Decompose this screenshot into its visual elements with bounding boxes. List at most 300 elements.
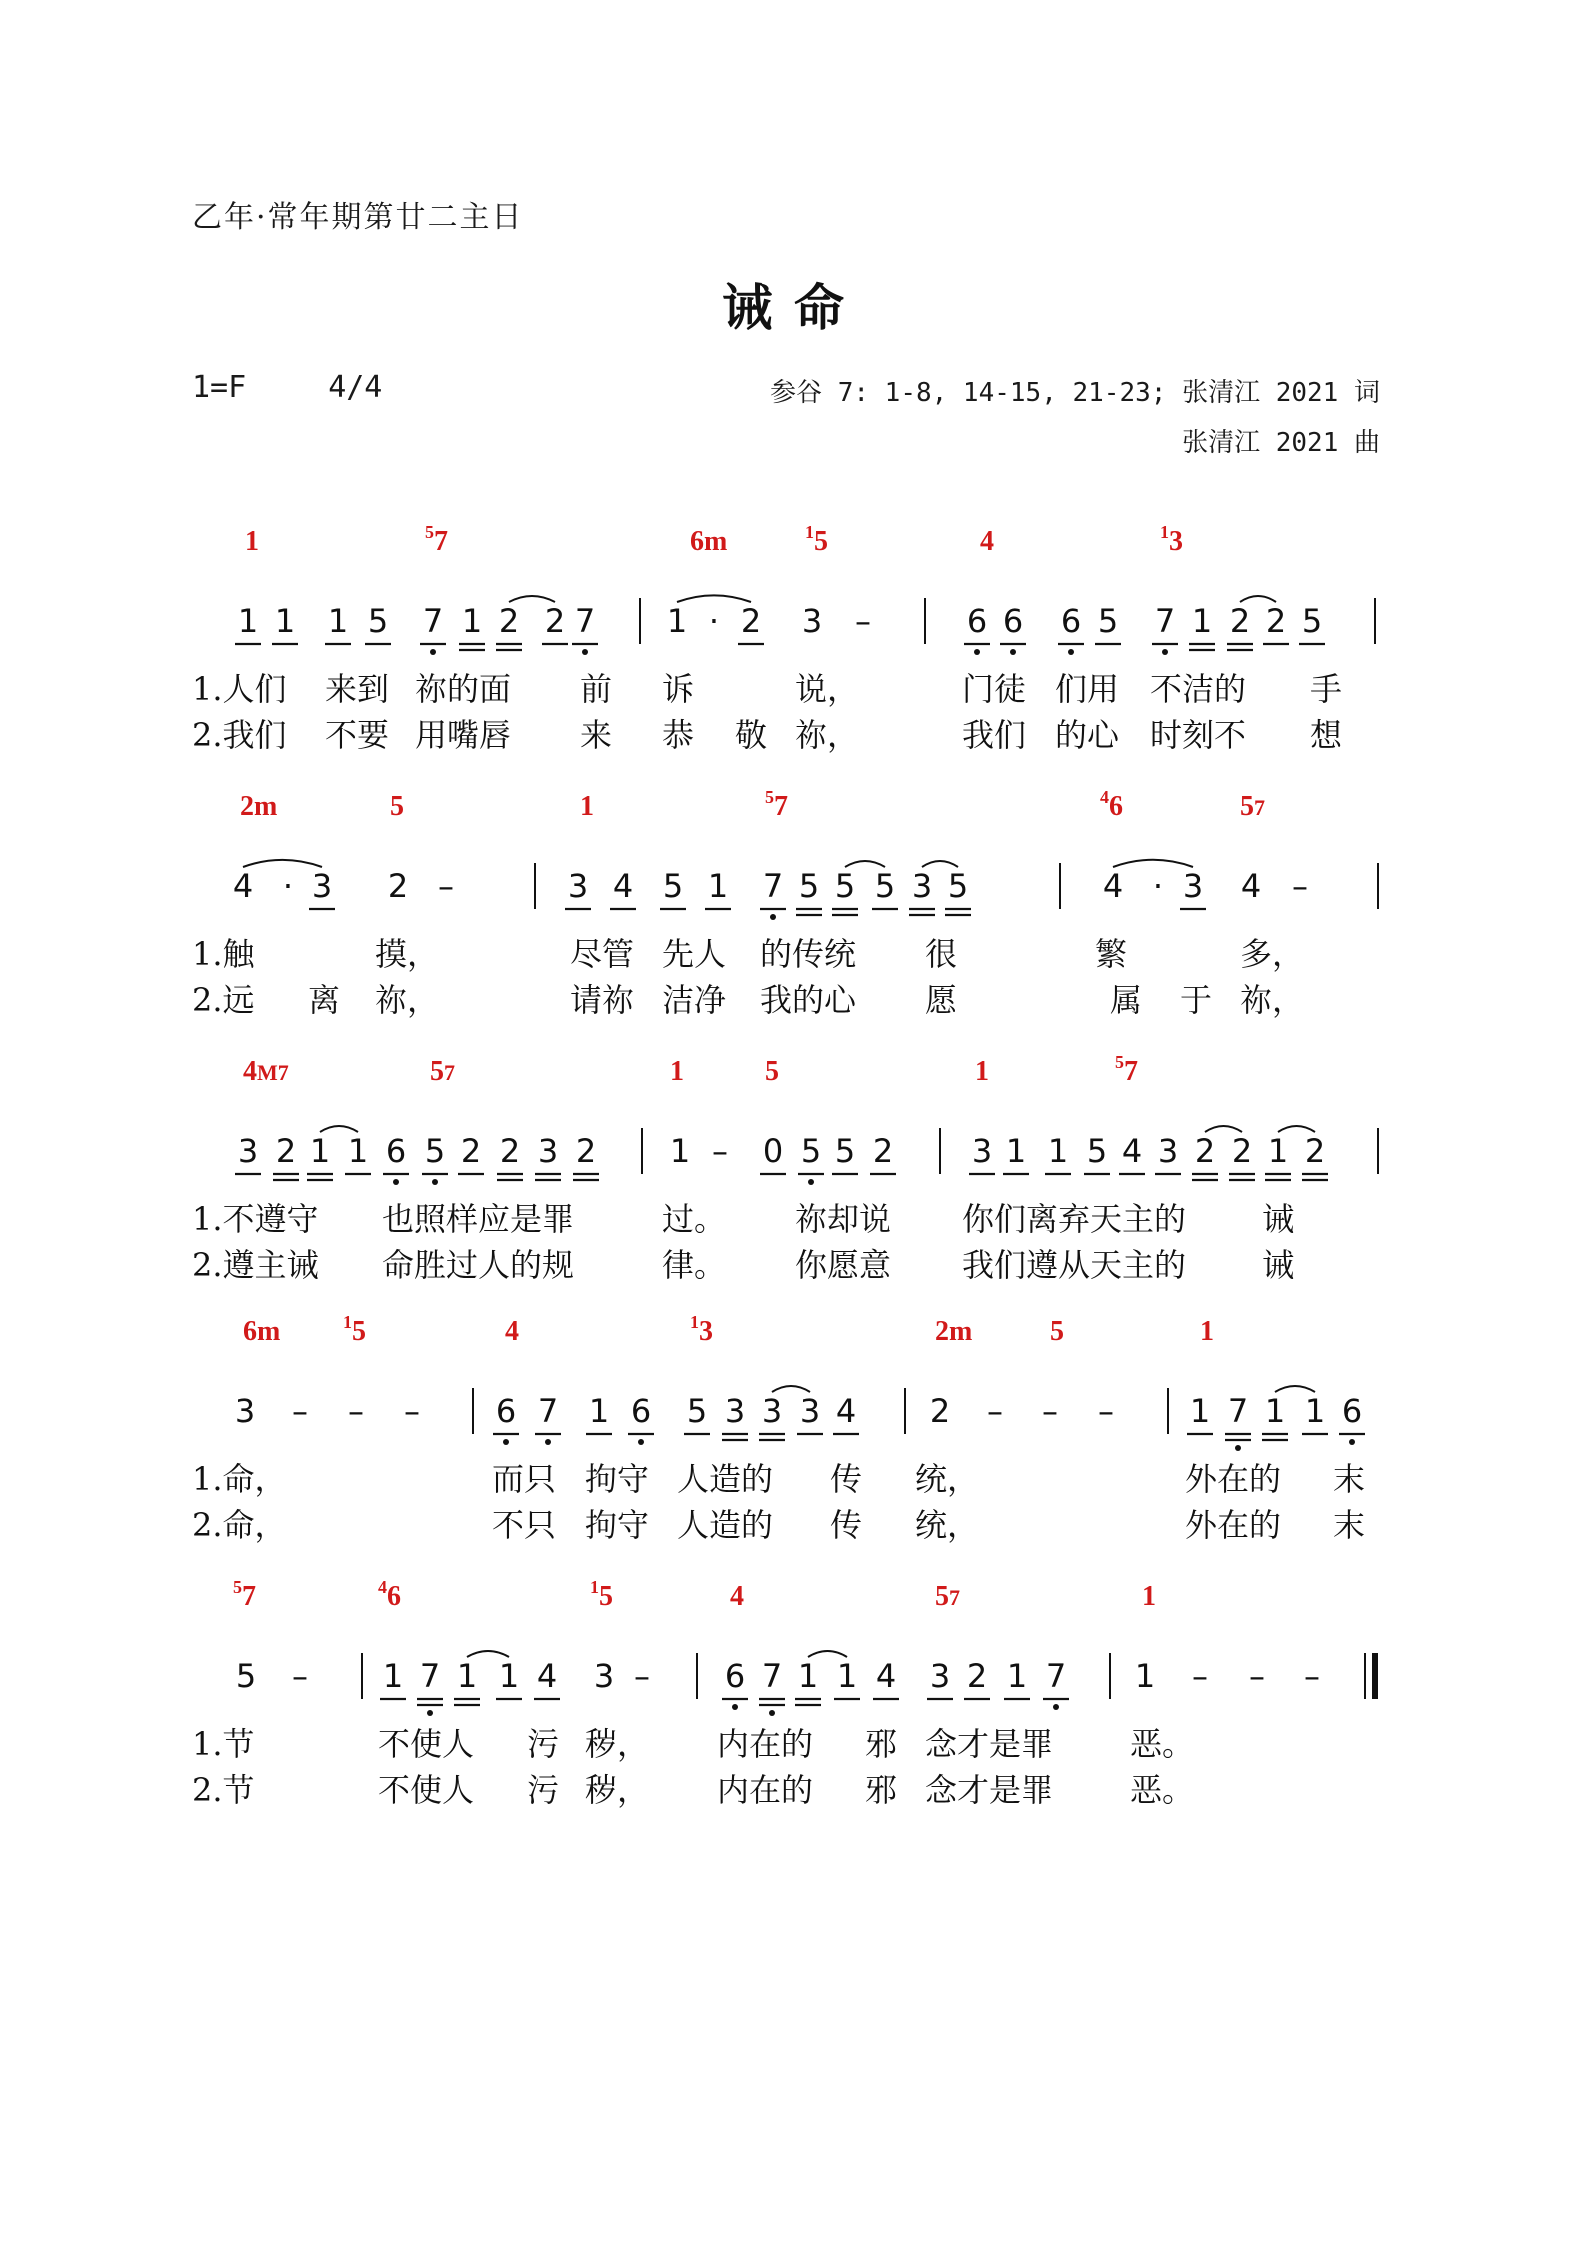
chord-inversion: 4: [378, 1577, 387, 1597]
lyric-verse-1: 祢却说: [795, 1200, 892, 1238]
chord-root: 1: [1200, 1316, 1214, 1347]
lyric-verse-2: 污: [527, 1771, 560, 1809]
jianpu-note: 5: [834, 1132, 856, 1170]
final-barline-thick: [1372, 1653, 1378, 1699]
lyric-verse-1: 很: [925, 935, 958, 973]
jianpu-note: 2: [544, 602, 566, 640]
chord-symbol: [765, 787, 788, 822]
lyric-verse-2: 你愿意: [795, 1246, 892, 1284]
lyric-verse-1: 内在的: [717, 1725, 814, 1763]
lyric-verse-2: 我们: [962, 716, 1027, 754]
jianpu-note: ·: [1152, 867, 1164, 905]
lyric-verse-1: 外在的: [1185, 1460, 1282, 1498]
chord-inversion: 5: [765, 787, 774, 807]
lyric-verse-2: 末: [1333, 1506, 1366, 1544]
chord-root: 1: [1142, 1581, 1156, 1612]
jianpu-note: 1: [797, 1657, 819, 1695]
low-octave-dot: [974, 649, 980, 655]
lyric-verse-2: 命胜过人的规: [382, 1246, 575, 1284]
jianpu-note: 5: [834, 867, 856, 905]
jianpu-note: 6: [966, 602, 988, 640]
jianpu-note: 2: [499, 1132, 521, 1170]
lyric-verse-2: 2.遵主诫: [192, 1246, 319, 1284]
jianpu-note: 3: [1157, 1132, 1179, 1170]
chord-quality: 7: [444, 1060, 455, 1085]
chord-root: 2: [240, 791, 254, 822]
low-octave-dot: [432, 1179, 438, 1185]
jianpu-note: 1: [274, 602, 296, 640]
lyric-verse-1: 不使人: [378, 1725, 475, 1763]
jianpu-note: 5: [800, 1132, 822, 1170]
jianpu-note: 2: [1231, 1132, 1253, 1170]
tie-arc: [677, 595, 751, 602]
jianpu-note: 3: [1182, 867, 1204, 905]
lyric-verse-1: 秽，: [585, 1725, 650, 1763]
chord-root: 6: [690, 526, 704, 557]
lyrics-credit: 参谷 7: 1-8, 14-15, 21-23; 张清江 2021 词: [770, 378, 1380, 408]
jianpu-note: 5: [1086, 1132, 1108, 1170]
lyric-verse-1: 1.节: [192, 1725, 255, 1763]
jianpu-note: 1: [707, 867, 729, 905]
lyric-verse-2: 不使人: [378, 1771, 475, 1809]
lyric-verse-1: 诉: [662, 670, 695, 708]
music-credit: 张清江 2021 曲: [1182, 428, 1380, 458]
lyric-verse-1: 1.人们: [192, 670, 287, 708]
jianpu-note: ·: [708, 602, 720, 640]
lyric-verse-2: 请祢: [570, 981, 635, 1019]
low-octave-dot: [503, 1439, 509, 1445]
chord-root: 7: [1124, 1056, 1138, 1087]
lyric-verse-2: 来: [580, 716, 613, 754]
jianpu-note: 1: [1189, 1392, 1211, 1430]
chord-root: 1: [670, 1056, 684, 1087]
lyric-verse-2: 属: [1110, 981, 1143, 1019]
jianpu-note: 7: [1154, 602, 1176, 640]
jianpu-note: 2: [1265, 602, 1287, 640]
lyric-verse-1: 说，: [795, 670, 860, 708]
jianpu-note: 3: [911, 867, 933, 905]
lyric-verse-2: 2.命，: [192, 1506, 287, 1544]
low-octave-dot: [770, 914, 776, 920]
chord-symbol: [1240, 791, 1265, 822]
lyric-verse-2: 拘守: [585, 1506, 650, 1544]
jianpu-note: 2: [387, 867, 409, 905]
chord-inversion: 1: [690, 1312, 699, 1332]
jianpu-note: –: [1292, 867, 1308, 905]
lyric-verse-2: 时刻不: [1150, 716, 1247, 754]
lyric-verse-2: 用嘴唇: [415, 716, 512, 754]
lyric-verse-1: 念才是罪: [925, 1725, 1054, 1763]
jianpu-note: 2: [1194, 1132, 1216, 1170]
lyric-verse-1: 不洁的: [1150, 670, 1247, 708]
lyric-verse-2: 念才是罪: [925, 1771, 1054, 1809]
jianpu-note: 5: [367, 602, 389, 640]
lyric-verse-2: 传: [830, 1506, 863, 1544]
lyric-verse-1: 末: [1333, 1460, 1366, 1498]
jianpu-note: 5: [686, 1392, 708, 1430]
jianpu-note: –: [1304, 1657, 1320, 1695]
chord-root: 4: [505, 1316, 519, 1347]
jianpu-note: 1: [347, 1132, 369, 1170]
jianpu-note: 3: [593, 1657, 615, 1695]
low-octave-dot: [1068, 649, 1074, 655]
jianpu-note: 7: [1227, 1392, 1249, 1430]
chord-root: 6: [387, 1581, 401, 1612]
key-signature: 1=F: [192, 370, 247, 405]
chord-root: 5: [814, 526, 828, 557]
jianpu-note: 3: [801, 602, 823, 640]
chord-root: 5: [599, 1581, 613, 1612]
low-octave-dot: [430, 649, 436, 655]
chord-symbol: [935, 1316, 972, 1347]
jianpu-note: 1: [237, 602, 259, 640]
jianpu-note: 1: [1304, 1392, 1326, 1430]
chord-quality: m: [949, 1316, 973, 1347]
low-octave-dot: [1053, 1704, 1059, 1710]
lyric-verse-1: 恶。: [1130, 1725, 1195, 1763]
lyric-verse-1: 1.命，: [192, 1460, 287, 1498]
chord-root: 2: [935, 1316, 949, 1347]
jianpu-note: –: [438, 867, 454, 905]
chord-root: 6: [243, 1316, 257, 1347]
lyric-verse-1: 邪: [865, 1725, 898, 1763]
chord-symbol: [233, 1577, 256, 1612]
lyric-verse-1: 来到: [325, 670, 390, 708]
chord-symbol: [975, 1056, 989, 1087]
jianpu-note: 1: [1005, 1132, 1027, 1170]
jianpu-note: 1: [588, 1392, 610, 1430]
chord-symbol: [805, 522, 828, 557]
jianpu-note: 1: [1134, 1657, 1156, 1695]
jianpu-note: ·: [282, 867, 294, 905]
lyric-verse-1: 人造的: [677, 1460, 774, 1498]
lyric-verse-1: 拘守: [585, 1460, 650, 1498]
tie-arc: [1113, 860, 1193, 867]
chord-symbol: [1050, 1316, 1064, 1347]
lyric-verse-1: 传: [830, 1460, 863, 1498]
tie-arc: [243, 860, 322, 867]
jianpu-note: 1: [666, 602, 688, 640]
chord-root: 1: [245, 526, 259, 557]
lyric-verse-1: 门徒: [962, 670, 1027, 708]
lyric-verse-2: 2.远: [192, 981, 255, 1019]
chord-symbol: [1160, 522, 1183, 557]
lyric-verse-1: 祢的面: [415, 670, 512, 708]
chord-root: 1: [580, 791, 594, 822]
chord-root: 4: [730, 1581, 744, 1612]
chord-symbol: [378, 1577, 401, 1612]
chord-root: 7: [774, 791, 788, 822]
jianpu-note: 0: [762, 1132, 784, 1170]
jianpu-note: 6: [724, 1657, 746, 1695]
jianpu-note: 3: [971, 1132, 993, 1170]
low-octave-dot: [393, 1179, 399, 1185]
chord-inversion: 1: [1160, 522, 1169, 542]
jianpu-note: 7: [762, 867, 784, 905]
chord-quality: 7: [949, 1585, 960, 1610]
jianpu-note: 1: [836, 1657, 858, 1695]
chord-symbol: [243, 1056, 289, 1087]
lyric-verse-1: 1.触: [192, 935, 255, 973]
chord-root: 5: [430, 1056, 444, 1087]
lyric-verse-2: 律。: [662, 1246, 727, 1284]
jianpu-note: 3: [761, 1392, 783, 1430]
lyric-verse-2: 恶。: [1130, 1771, 1195, 1809]
jianpu-note: 6: [385, 1132, 407, 1170]
lyric-verse-1: 的传统: [760, 935, 857, 973]
lyric-verse-2: 不只: [492, 1506, 557, 1544]
chord-inversion: 5: [425, 522, 434, 542]
low-octave-dot: [769, 1710, 775, 1716]
jianpu-note: 1: [1267, 1132, 1289, 1170]
lyric-verse-2: 祢，: [795, 716, 860, 754]
jianpu-note: 1: [669, 1132, 691, 1170]
jianpu-note: 3: [567, 867, 589, 905]
lyric-verse-1: 尽管: [570, 935, 635, 973]
jianpu-note: 1: [1191, 602, 1213, 640]
lyric-verse-2: 洁净: [662, 981, 727, 1019]
jianpu-note: –: [1042, 1392, 1058, 1430]
lyric-verse-1: 你们离弃天主的: [962, 1200, 1187, 1238]
lyric-verse-2: 的心: [1055, 716, 1120, 754]
lyric-verse-2: 祢，: [1240, 981, 1305, 1019]
low-octave-dot: [545, 1439, 551, 1445]
lyric-verse-1: 而只: [492, 1460, 557, 1498]
lyric-verse-1: 摸，: [375, 935, 440, 973]
jianpu-note: 5: [424, 1132, 446, 1170]
jianpu-note: 1: [382, 1657, 404, 1695]
chord-symbol: [390, 791, 404, 822]
jianpu-note: –: [855, 602, 871, 640]
chord-symbol: [1115, 1052, 1138, 1087]
chord-symbol: [505, 1316, 519, 1347]
jianpu-note: 6: [630, 1392, 652, 1430]
chord-root: 5: [390, 791, 404, 822]
low-octave-dot: [1349, 1439, 1355, 1445]
jianpu-note: 3: [537, 1132, 559, 1170]
lyric-verse-2: 2.节: [192, 1771, 255, 1809]
lyric-verse-2: 邪: [865, 1771, 898, 1809]
jianpu-note: 5: [1097, 602, 1119, 640]
jianpu-note: 4: [835, 1392, 857, 1430]
chord-inversion: 5: [233, 1577, 242, 1597]
jianpu-note: 5: [798, 867, 820, 905]
jianpu-note: 6: [1060, 602, 1082, 640]
jianpu-note: 5: [1301, 602, 1323, 640]
chord-symbol: [240, 791, 277, 822]
lyric-verse-1: 1.不遵守: [192, 1200, 319, 1238]
jianpu-note: 1: [498, 1657, 520, 1695]
jianpu-note: 2: [740, 602, 762, 640]
jianpu-note: 4: [875, 1657, 897, 1695]
chord-symbol: [580, 791, 594, 822]
chord-symbol: [245, 526, 259, 557]
low-octave-dot: [732, 1704, 738, 1710]
lyric-verse-1: 手: [1310, 670, 1343, 708]
lyric-verse-2: 离: [308, 981, 341, 1019]
jianpu-note: –: [987, 1392, 1003, 1430]
chord-inversion: 4: [1100, 787, 1109, 807]
lyric-verse-2: 于: [1180, 981, 1213, 1019]
chord-symbol: [690, 1312, 713, 1347]
jianpu-note: 2: [460, 1132, 482, 1170]
jianpu-note: –: [348, 1392, 364, 1430]
lyric-verse-1: 污: [527, 1725, 560, 1763]
chord-quality: M7: [257, 1060, 289, 1085]
jianpu-note: 7: [761, 1657, 783, 1695]
lyric-verse-2: 不要: [325, 716, 390, 754]
jianpu-note: 4: [612, 867, 634, 905]
lyric-verse-2: 想: [1310, 716, 1343, 754]
lyric-verse-2: 祢，: [375, 981, 440, 1019]
low-octave-dot: [1162, 649, 1168, 655]
jianpu-note: 7: [419, 1657, 441, 1695]
lyric-verse-2: 2.我们: [192, 716, 287, 754]
jianpu-note: –: [404, 1392, 420, 1430]
chord-symbol: [343, 1312, 366, 1347]
jianpu-note: 2: [1229, 602, 1251, 640]
chord-root: 3: [699, 1316, 713, 1347]
chord-quality: m: [254, 791, 278, 822]
chord-root: 5: [352, 1316, 366, 1347]
chord-symbol: [1100, 787, 1123, 822]
jianpu-note: 5: [662, 867, 684, 905]
jianpu-note: 4: [1102, 867, 1124, 905]
chord-root: 7: [242, 1581, 256, 1612]
chord-root: 5: [935, 1581, 949, 1612]
lyric-verse-2: 敬: [735, 716, 768, 754]
low-octave-dot: [1235, 1445, 1241, 1451]
jianpu-note: 3: [929, 1657, 951, 1695]
lyric-verse-1: 先人: [662, 935, 727, 973]
jianpu-note: 4: [232, 867, 254, 905]
chord-symbol: [425, 522, 448, 557]
chord-inversion: 1: [590, 1577, 599, 1597]
jianpu-note: 1: [1006, 1657, 1028, 1695]
chord-symbol: [765, 1056, 779, 1087]
jianpu-note: 2: [575, 1132, 597, 1170]
low-octave-dot: [582, 649, 588, 655]
jianpu-note: 6: [1341, 1392, 1363, 1430]
jianpu-note: 6: [1002, 602, 1024, 640]
jianpu-note: 2: [275, 1132, 297, 1170]
chord-root: 4: [980, 526, 994, 557]
lyric-verse-1: 繁: [1095, 935, 1128, 973]
lyric-verse-2: 外在的: [1185, 1506, 1282, 1544]
jianpu-note: 3: [311, 867, 333, 905]
chord-symbol: [1200, 1316, 1214, 1347]
jianpu-note: 4: [1121, 1132, 1143, 1170]
chord-root: 5: [765, 1056, 779, 1087]
lyric-verse-1: 诫: [1262, 1200, 1295, 1238]
jianpu-note: 3: [237, 1132, 259, 1170]
lyric-verse-2: 诫: [1262, 1246, 1295, 1284]
lyric-verse-2: 恭: [662, 716, 695, 754]
jianpu-note: –: [1249, 1657, 1265, 1695]
lyric-verse-2: 我们遵从天主的: [962, 1246, 1187, 1284]
lyric-verse-1: 多，: [1240, 935, 1305, 973]
jianpu-note: 3: [724, 1392, 746, 1430]
liturgical-occasion: 乙年·常年期第廿二主日: [192, 200, 524, 235]
chord-root: 4: [243, 1056, 257, 1087]
jianpu-note: 5: [947, 867, 969, 905]
lyric-verse-1: 过。: [662, 1200, 727, 1238]
low-octave-dot: [638, 1439, 644, 1445]
chord-inversion: 1: [805, 522, 814, 542]
jianpu-note: 7: [422, 602, 444, 640]
lyric-verse-1: 统，: [915, 1460, 980, 1498]
lyric-verse-2: 秽，: [585, 1771, 650, 1809]
chord-symbol: [243, 1316, 280, 1347]
low-octave-dot: [1010, 649, 1016, 655]
chord-root: 1: [975, 1056, 989, 1087]
chord-root: 6: [1109, 791, 1123, 822]
jianpu-note: 7: [574, 602, 596, 640]
jianpu-note: 2: [966, 1657, 988, 1695]
time-signature: 4/4: [328, 370, 383, 405]
jianpu-note: –: [292, 1657, 308, 1695]
lyric-verse-1: 前: [580, 670, 613, 708]
lyric-verse-2: 愿: [925, 981, 958, 1019]
low-octave-dot: [427, 1710, 433, 1716]
lyric-verse-2: 内在的: [717, 1771, 814, 1809]
lyric-verse-2: 我的心: [760, 981, 857, 1019]
jianpu-note: –: [712, 1132, 728, 1170]
chord-symbol: [1142, 1581, 1156, 1612]
chord-quality: 7: [1254, 795, 1265, 820]
lyric-verse-2: 人造的: [677, 1506, 774, 1544]
lyric-verse-1: 也照样应是罪: [382, 1200, 575, 1238]
song-title: 诫命: [722, 279, 866, 337]
chord-root: 5: [1050, 1316, 1064, 1347]
lyric-verse-1: 们用: [1055, 670, 1120, 708]
chord-root: 7: [434, 526, 448, 557]
jianpu-note: 2: [929, 1392, 951, 1430]
jianpu-note: –: [1192, 1657, 1208, 1695]
jianpu-note: 7: [1045, 1657, 1067, 1695]
jianpu-note: 1: [309, 1132, 331, 1170]
chord-quality: m: [257, 1316, 281, 1347]
jianpu-note: 5: [874, 867, 896, 905]
jianpu-note: 2: [1304, 1132, 1326, 1170]
jianpu-note: –: [1098, 1392, 1114, 1430]
chord-inversion: 1: [343, 1312, 352, 1332]
jianpu-note: 1: [461, 602, 483, 640]
chord-symbol: [730, 1581, 744, 1612]
low-octave-dot: [808, 1179, 814, 1185]
chord-inversion: 5: [1115, 1052, 1124, 1072]
jianpu-note: 3: [799, 1392, 821, 1430]
jianpu-note: 2: [498, 602, 520, 640]
chord-symbol: [980, 526, 994, 557]
chord-symbol: [590, 1577, 613, 1612]
jianpu-note: 1: [1264, 1392, 1286, 1430]
chord-root: 5: [1240, 791, 1254, 822]
jianpu-note: 1: [327, 602, 349, 640]
jianpu-note: 4: [536, 1657, 558, 1695]
jianpu-note: 7: [537, 1392, 559, 1430]
jianpu-note: 6: [495, 1392, 517, 1430]
chord-symbol: [935, 1581, 960, 1612]
jianpu-note: 4: [1240, 867, 1262, 905]
jianpu-note: 1: [456, 1657, 478, 1695]
chord-symbol: [690, 526, 727, 557]
jianpu-note: –: [292, 1392, 308, 1430]
chord-root: 3: [1169, 526, 1183, 557]
chord-symbol: [430, 1056, 455, 1087]
jianpu-note: 3: [234, 1392, 256, 1430]
jianpu-note: –: [634, 1657, 650, 1695]
